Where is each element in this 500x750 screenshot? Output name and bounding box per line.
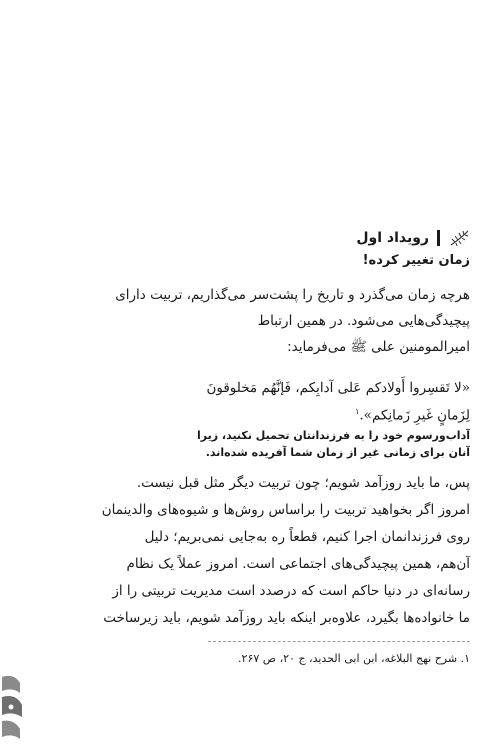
body-line: امروز اگر بخواهید تربیت را براساس روش‌ها و شیوه‌های والدینمان [101, 502, 470, 518]
header-divider [437, 230, 440, 246]
translation-line: آداب‌ورسوم خود را به فرزندانتان تحمیل نکنید، زیرا [197, 429, 470, 442]
quote-line-text: لِزَمانٍ غَيرِ زَمانِكم». [359, 407, 470, 424]
intro-line: هرچه زمان می‌گذرد و تاریخ را پشت‌سر می‌گذاریم، تربیت دارای [115, 287, 470, 303]
section-header [292, 226, 472, 250]
intro-line: امیرالمومنین علی ﷺ می‌فرماید: [287, 339, 470, 355]
footnote-ref: ۱ [355, 407, 360, 416]
body-paragraph [30, 470, 470, 632]
quote-line: «لا تَقسِروا أَولادكم عَلى آدابِكم، فَإنَّهُم مَخلوقونَ [206, 380, 470, 396]
quote-translation [140, 427, 470, 461]
translation-line: آنان برای زمانی غیر از زمان شما آفریده شده‌اند. [205, 446, 470, 459]
section-title: رویداد اول [356, 230, 429, 246]
intro-line: پیچیدگی‌هایی می‌شود. در همین ارتباط [257, 313, 470, 329]
quote-line [140, 400, 470, 428]
footnote: ۱. شرح نهج البلاغه، ابن ابی الحدید، ج ۲۰، ص ۲۶۷. [238, 652, 470, 665]
intro-paragraph [30, 282, 470, 360]
body-line: رسانه‌ای در دنیا حاکم است که درصدد است مدیریت تربیتی را از [112, 583, 470, 599]
footnote-divider [208, 641, 470, 642]
body-line: روی فرزندانمان اجرا کنیم، قطعاً ره به‌جایی نمی‌بریم؛ دلیل [144, 529, 470, 545]
leaf-sprig-icon [448, 226, 472, 250]
body-line: آن‌هم، همین پیچیدگی‌های اجتماعی است. امروز عملاً یک نظام [126, 556, 470, 572]
arabic-quote [140, 376, 470, 428]
body-line: پس، ما باید روزآمد شویم؛ چون تربیت دیگر مثل قبل نیست. [136, 475, 470, 491]
body-line: ما خانواده‌ها بگیرد، علاوه‌بر اینکه باید روزآمد شویم، باید زیرساخت [103, 610, 470, 626]
publisher-logo-icon [0, 667, 26, 747]
subheading: زمان تغییر کرده! [362, 253, 470, 268]
